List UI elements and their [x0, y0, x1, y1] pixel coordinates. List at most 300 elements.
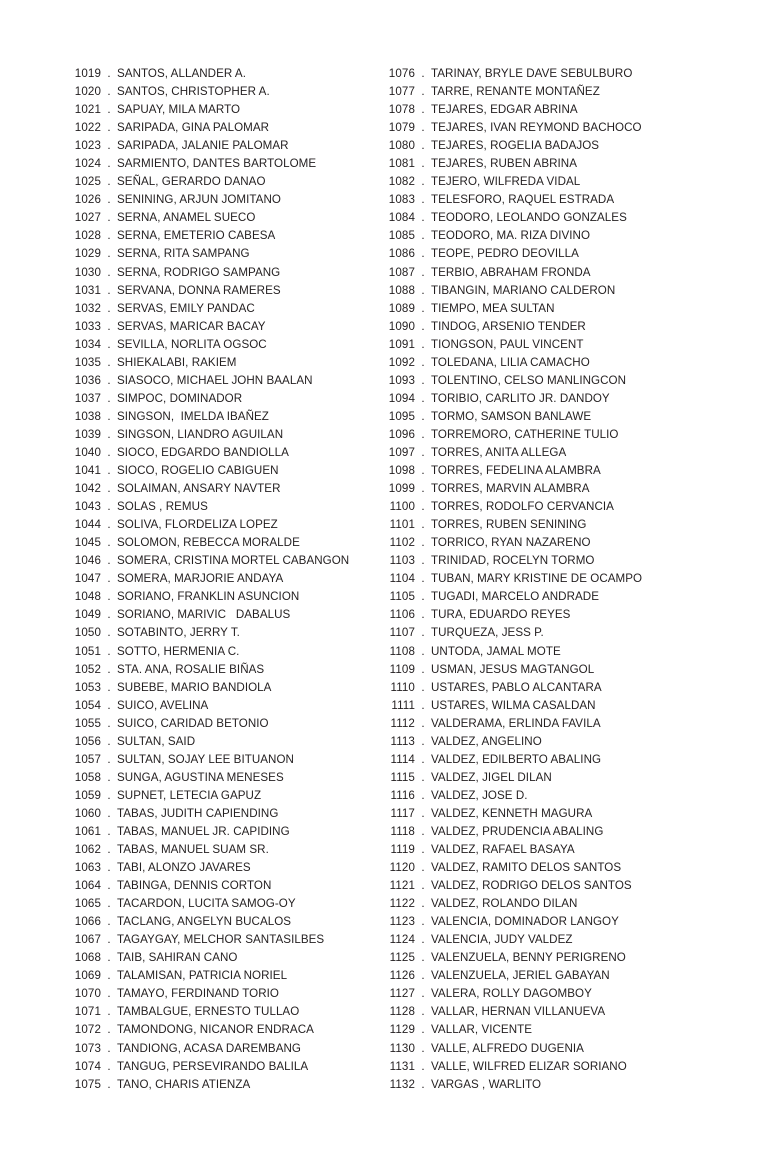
roster-entry-number: 1115 [390, 770, 415, 784]
roster-entry-name: USTARES, PABLO ALCANTARA [431, 680, 602, 694]
roster-entry-name: SERVANA, DONNA RAMERES [117, 283, 281, 297]
roster-entry [68, 588, 375, 606]
roster-entry-separator: . [421, 626, 425, 640]
roster-entry [382, 516, 689, 534]
roster-entry-separator: . [107, 518, 111, 532]
roster-entry [382, 985, 689, 1003]
roster-entry-name: SULTAN, SAID [117, 734, 196, 748]
roster-entry-name: TEODORO, MA. RIZA DIVINO [431, 229, 591, 243]
roster-column-right [382, 65, 689, 1094]
roster-entry-number: 1118 [390, 824, 415, 838]
roster-entry-separator: . [421, 139, 425, 153]
roster-entry [68, 823, 375, 841]
roster-entry-number: 1058 [74, 770, 101, 784]
roster-entry-name: VALDERAMA, ERLINDA FAVILA [431, 716, 601, 730]
roster-entry-name: TORMO, SAMSON BANLAWE [431, 409, 592, 423]
roster-entry-separator: . [421, 157, 425, 171]
roster-entry-separator: . [421, 445, 425, 459]
roster-entry-name: TURA, EDUARDO REYES [431, 608, 571, 622]
roster-entry-name: STA. ANA, ROSALIE BIÑAS [117, 662, 265, 676]
roster-entry [68, 372, 375, 390]
roster-entry-separator: . [421, 861, 425, 875]
roster-entry-number: 1064 [74, 879, 101, 893]
roster-entry [382, 498, 689, 516]
roster-entry-number: 1087 [388, 265, 415, 279]
roster-entry [68, 841, 375, 859]
roster-entry-separator: . [421, 373, 425, 387]
roster-entry-number: 1059 [74, 788, 101, 802]
roster-entry [382, 480, 689, 498]
roster-entry [68, 173, 375, 191]
roster-entry-separator: . [107, 1005, 111, 1019]
roster-entry [68, 83, 375, 101]
roster-entry [382, 155, 689, 173]
roster-entry-name: SHIEKALABI, RAKIEM [117, 355, 237, 369]
roster-entry-separator: . [421, 337, 425, 351]
roster-entry-number: 1056 [74, 734, 101, 748]
roster-entry-number: 1121 [389, 879, 415, 893]
roster-entry-separator: . [421, 734, 425, 748]
roster-entry-name: VALLAR, HERNAN VILLANUEVA [431, 1005, 606, 1019]
roster-entry-number: 1022 [74, 121, 101, 135]
roster-entry-name: VALLE, WILFRED ELIZAR SORIANO [431, 1059, 627, 1073]
roster-entry-number: 1125 [389, 951, 415, 965]
roster-entry-name: TABAS, MANUEL JR. CAPIDING [117, 824, 290, 838]
roster-entry [68, 444, 375, 462]
roster-entry [68, 1040, 375, 1058]
roster-entry-separator: . [107, 445, 111, 459]
roster-entry [68, 209, 375, 227]
roster-entry-number: 1113 [390, 734, 415, 748]
roster-entry [382, 426, 689, 444]
roster-entry-separator: . [421, 608, 425, 622]
roster-entry-separator: . [421, 951, 425, 965]
roster-entry-name: VALLE, ALFREDO DUGENIA [431, 1041, 584, 1055]
roster-entry-name: VALERA, ROLLY DAGOMBOY [431, 987, 592, 1001]
roster-entry-name: SUBEBE, MARIO BANDIOLA [117, 680, 272, 694]
roster-entry-separator: . [107, 337, 111, 351]
roster-entry-name: TACARDON, LUCITA SAMOG-OY [117, 897, 296, 911]
roster-entry [382, 444, 689, 462]
roster-entry-name: SERNA, ANAMEL SUECO [117, 211, 256, 225]
roster-entry-number: 1105 [389, 590, 415, 604]
roster-entry-name: SULTAN, SOJAY LEE BITUANON [117, 752, 294, 766]
roster-entry-number: 1042 [74, 482, 101, 496]
roster-entry [382, 534, 689, 552]
roster-entry-separator: . [107, 85, 111, 99]
roster-entry-separator: . [421, 427, 425, 441]
roster-entry-number: 1119 [390, 843, 415, 857]
roster-entry [382, 408, 689, 426]
roster-entry-number: 1076 [388, 67, 415, 80]
roster-entry-number: 1028 [74, 229, 101, 243]
roster-entry-separator: . [421, 518, 425, 532]
roster-entry-number: 1095 [388, 409, 415, 423]
roster-entry-name: VALDEZ, RODRIGO DELOS SANTOS [431, 879, 632, 893]
roster-entry [382, 931, 689, 949]
roster-entry [68, 643, 375, 661]
roster-entry-name: SINGSON, IMELDA IBAÑEZ [117, 409, 269, 423]
roster-entry [68, 570, 375, 588]
roster-entry-name: SARIPADA, JALANIE PALOMAR [117, 139, 289, 153]
roster-entry-name: TAGAYGAY, MELCHOR SANTASILBES [117, 933, 325, 947]
roster-entry-number: 1063 [74, 861, 101, 875]
roster-entry-separator: . [421, 247, 425, 261]
roster-entry-number: 1128 [389, 1005, 415, 1019]
roster-entry-name: TEJERO, WILFREDA VIDAL [431, 175, 581, 189]
roster-entry-number: 1023 [74, 139, 101, 153]
roster-entry-number: 1110 [390, 680, 415, 694]
roster-entry-number: 1104 [389, 572, 415, 586]
roster-entry-separator: . [421, 193, 425, 207]
roster-entry-name: VALLAR, VICENTE [431, 1023, 533, 1037]
roster-entry-number: 1019 [74, 67, 101, 80]
roster-entry-separator: . [421, 698, 425, 712]
roster-entry-name: VALENZUELA, JERIEL GABAYAN [431, 969, 610, 983]
roster-entry [68, 498, 375, 516]
roster-entry-separator: . [421, 752, 425, 766]
roster-entry-name: VALDEZ, ROLANDO DILAN [431, 897, 578, 911]
roster-entry-number: 1131 [389, 1059, 415, 1073]
roster-entry-separator: . [107, 608, 111, 622]
roster-entry-separator: . [107, 662, 111, 676]
roster-entry [382, 949, 689, 967]
roster-entry-name: SORIANO, MARIVIC DABALUS [117, 608, 291, 622]
roster-entry-number: 1098 [388, 464, 415, 478]
roster-entry-number: 1031 [74, 283, 101, 297]
roster-entry-name: TRINIDAD, ROCELYN TORMO [431, 554, 595, 568]
roster-entry-separator: . [107, 229, 111, 243]
roster-entry [68, 462, 375, 480]
roster-entry [68, 1021, 375, 1039]
roster-entry [382, 751, 689, 769]
roster-entry-separator: . [421, 572, 425, 586]
roster-entry-name: TEJARES, RUBEN ABRINA [431, 157, 578, 171]
roster-entry [382, 137, 689, 155]
roster-entry-name: SOLAIMAN, ANSARY NAVTER [117, 482, 281, 496]
roster-entry-number: 1084 [388, 211, 415, 225]
roster-entry [68, 733, 375, 751]
roster-entry-separator: . [107, 103, 111, 117]
roster-entry [68, 697, 375, 715]
roster-entry [382, 679, 689, 697]
roster-entry-number: 1057 [74, 752, 101, 766]
roster-entry-separator: . [107, 915, 111, 929]
roster-entry [68, 264, 375, 282]
roster-entry-name: SOTABINTO, JERRY T. [117, 626, 240, 640]
roster-entry-separator: . [421, 464, 425, 478]
roster-entry-number: 1033 [74, 319, 101, 333]
roster-entry-number: 1103 [389, 554, 415, 568]
roster-entry-number: 1065 [74, 897, 101, 911]
roster-entry-separator: . [421, 1059, 425, 1073]
roster-entry-separator: . [107, 933, 111, 947]
roster-entry [382, 245, 689, 263]
roster-entry [382, 733, 689, 751]
roster-entry-name: SIMPOC, DOMINADOR [117, 391, 243, 405]
roster-entry-number: 1090 [388, 319, 415, 333]
roster-entry-separator: . [107, 879, 111, 893]
roster-entry-separator: . [421, 67, 425, 80]
roster-entry-separator: . [421, 283, 425, 297]
roster-entry-separator: . [421, 915, 425, 929]
roster-entry [382, 967, 689, 985]
roster-entry [382, 372, 689, 390]
roster-entry-name: TORRES, FEDELINA ALAMBRA [431, 464, 601, 478]
roster-entry-number: 1044 [74, 518, 101, 532]
roster-entry-name: TORRES, RODOLFO CERVANCIA [431, 500, 614, 514]
roster-entry [68, 877, 375, 895]
roster-entry-name: SINGSON, LIANDRO AGUILAN [117, 427, 284, 441]
roster-entry [382, 697, 689, 715]
roster-entry-separator: . [107, 752, 111, 766]
roster-entry-separator: . [107, 319, 111, 333]
roster-entry-name: TACLANG, ANGELYN BUCALOS [117, 915, 292, 929]
roster-entry-number: 1053 [74, 680, 101, 694]
roster-entry [68, 949, 375, 967]
roster-entry-separator: . [421, 788, 425, 802]
roster-entry-number: 1039 [74, 427, 101, 441]
roster-entry [382, 227, 689, 245]
roster-entry-name: SERVAS, EMILY PANDAC [117, 301, 255, 315]
roster-entry-name: TORRICO, RYAN NAZARENO [431, 536, 591, 550]
roster-entry-number: 1040 [74, 445, 101, 459]
roster-entry [68, 426, 375, 444]
roster-entry-separator: . [421, 879, 425, 893]
roster-entry-number: 1102 [389, 536, 415, 550]
roster-entry-name: SAPUAY, MILA MARTO [117, 103, 241, 117]
roster-entry-number: 1107 [389, 626, 415, 640]
roster-entry [68, 65, 375, 83]
roster-entry [68, 624, 375, 642]
roster-entry-number: 1117 [390, 806, 415, 820]
roster-entry [68, 967, 375, 985]
roster-entry-name: USTARES, WILMA CASALDAN [431, 698, 596, 712]
roster-entry-name: TALAMISAN, PATRICIA NORIEL [117, 969, 288, 983]
roster-entry-separator: . [107, 464, 111, 478]
roster-entry-name: TINDOG, ARSENIO TENDER [431, 319, 586, 333]
roster-entry-name: VALENZUELA, BENNY PERIGRENO [431, 951, 626, 965]
roster-entry-separator: . [421, 680, 425, 694]
roster-entry [382, 805, 689, 823]
roster-entry-name: TANO, CHARIS ATIENZA [117, 1077, 251, 1091]
roster-entry-number: 1101 [389, 518, 415, 532]
roster-entry [382, 300, 689, 318]
roster-entry-name: TABAS, JUDITH CAPIENDING [117, 806, 279, 820]
roster-entry-separator: . [421, 265, 425, 279]
roster-entry-number: 1055 [74, 716, 101, 730]
roster-entry [382, 390, 689, 408]
roster-entry-number: 1062 [74, 843, 101, 857]
roster-entry-number: 1085 [388, 229, 415, 243]
roster-entry-separator: . [107, 861, 111, 875]
roster-entry-separator: . [421, 482, 425, 496]
roster-entry [68, 1058, 375, 1076]
roster-entry-number: 1038 [74, 409, 101, 423]
roster-entry [382, 173, 689, 191]
roster-entry [382, 769, 689, 787]
roster-entry-number: 1048 [74, 590, 101, 604]
roster-entry-number: 1075 [74, 1077, 101, 1091]
roster-entry-separator: . [421, 355, 425, 369]
roster-entry-number: 1072 [74, 1023, 101, 1037]
roster-entry-number: 1030 [74, 265, 101, 279]
roster-entry-name: VALDEZ, PRUDENCIA ABALING [431, 824, 604, 838]
roster-entry-number: 1094 [388, 391, 415, 405]
roster-entry-name: TORRES, ANITA ALLEGA [431, 445, 567, 459]
roster-entry-number: 1083 [388, 193, 415, 207]
roster-entry-name: TIBANGIN, MARIANO CALDERON [431, 283, 616, 297]
roster-entry-separator: . [107, 409, 111, 423]
roster-entry-name: TIONGSON, PAUL VINCENT [431, 337, 584, 351]
roster-entry-number: 1108 [389, 644, 415, 658]
roster-entry-separator: . [421, 500, 425, 514]
roster-entry-separator: . [107, 1041, 111, 1055]
roster-entry-name: TURQUEZA, JESS P. [431, 626, 544, 640]
roster-entry-number: 1123 [389, 915, 415, 929]
roster-entry-separator: . [107, 644, 111, 658]
roster-entry-separator: . [421, 229, 425, 243]
roster-entry [382, 877, 689, 895]
roster-entry-name: TAMAYO, FERDINAND TORIO [117, 987, 279, 1001]
roster-entry-separator: . [421, 85, 425, 99]
roster-entry-name: TUGADI, MARCELO ANDRADE [431, 590, 599, 604]
roster-entry-separator: . [421, 409, 425, 423]
roster-entry [68, 191, 375, 209]
roster-entry-name: SOMERA, MARJORIE ANDAYA [117, 572, 284, 586]
roster-entry-separator: . [421, 843, 425, 857]
roster-entry-separator: . [421, 536, 425, 550]
roster-entry-number: 1021 [74, 103, 101, 117]
roster-entry-name: VALDEZ, RAMITO DELOS SANTOS [431, 861, 622, 875]
roster-entry-number: 1097 [388, 445, 415, 459]
roster-entry-number: 1037 [74, 391, 101, 405]
roster-entry-number: 1074 [74, 1059, 101, 1073]
roster-entry-number: 1092 [388, 355, 415, 369]
roster-entry-name: VALDEZ, RAFAEL BASAYA [431, 843, 575, 857]
roster-entry-separator: . [107, 987, 111, 1001]
roster-entry-number: 1116 [390, 788, 415, 802]
roster-entry-number: 1067 [74, 933, 101, 947]
roster-entry-separator: . [107, 951, 111, 965]
roster-entry-number: 1027 [74, 211, 101, 225]
roster-entry-name: TEJARES, EDGAR ABRINA [431, 103, 578, 117]
roster-entry-separator: . [107, 590, 111, 604]
roster-entry [68, 769, 375, 787]
roster-entry-name: TANGUG, PERSEVIRANDO BALILA [117, 1059, 309, 1073]
roster-entry-name: TEJARES, ROGELIA BADAJOS [431, 139, 600, 153]
roster-entry-name: SIASOCO, MICHAEL JOHN BAALAN [117, 373, 313, 387]
roster-entry-number: 1114 [390, 752, 415, 766]
roster-entry-separator: . [107, 211, 111, 225]
roster-entry-name: VALDEZ, JOSE D. [431, 788, 528, 802]
roster-entry-number: 1020 [74, 85, 101, 99]
roster-entry [382, 282, 689, 300]
roster-entry-separator: . [107, 626, 111, 640]
roster-entry [68, 408, 375, 426]
roster-entry-name: VALDEZ, JIGEL DILAN [431, 770, 552, 784]
roster-entry-separator: . [421, 770, 425, 784]
roster-entry-number: 1043 [74, 500, 101, 514]
roster-entry-name: VALENCIA, DOMINADOR LANGOY [431, 915, 619, 929]
roster-entry [382, 462, 689, 480]
roster-entry [68, 300, 375, 318]
roster-entry-number: 1047 [74, 572, 101, 586]
roster-entry-separator: . [421, 1005, 425, 1019]
roster-entry-name: SIOCO, ROGELIO CABIGUEN [117, 464, 279, 478]
roster-entry-number: 1112 [390, 716, 415, 730]
roster-entry-name: TABI, ALONZO JAVARES [117, 861, 251, 875]
roster-entry [382, 209, 689, 227]
roster-entry-separator: . [421, 121, 425, 135]
roster-entry-number: 1093 [388, 373, 415, 387]
roster-entry-name: SERNA, RODRIGO SAMPANG [117, 265, 281, 279]
roster-entry-number: 1077 [388, 85, 415, 99]
roster-entry-separator: . [107, 121, 111, 135]
roster-entry-separator: . [421, 933, 425, 947]
roster-entry-name: SUICO, AVELINA [117, 698, 209, 712]
roster-entry [382, 101, 689, 119]
roster-entry-number: 1120 [389, 861, 415, 875]
roster-entry-number: 1106 [389, 608, 415, 622]
roster-entry-name: TELESFORO, RAQUEL ESTRADA [431, 193, 615, 207]
roster-entry [382, 264, 689, 282]
roster-entry [68, 354, 375, 372]
roster-entry-number: 1036 [74, 373, 101, 387]
roster-entry-separator: . [107, 1077, 111, 1091]
roster-entry-separator: . [107, 572, 111, 586]
roster-entry-name: SOLOMON, REBECCA MORALDE [117, 536, 300, 550]
roster-entry-name: TAMBALGUE, ERNESTO TULLAO [117, 1005, 300, 1019]
roster-entry [382, 552, 689, 570]
roster-entry-separator: . [421, 644, 425, 658]
roster-entry-separator: . [421, 662, 425, 676]
roster-entry [382, 83, 689, 101]
roster-column-left [68, 65, 375, 1094]
roster-entry [382, 787, 689, 805]
roster-entry-number: 1054 [74, 698, 101, 712]
roster-entry-number: 1073 [74, 1041, 101, 1055]
roster-entry [382, 661, 689, 679]
roster-entry-name: TABAS, MANUEL SUAM SR. [117, 843, 269, 857]
roster-entry [68, 245, 375, 263]
roster-entry [382, 318, 689, 336]
roster-entry-name: SEVILLA, NORLITA OGSOC [117, 337, 267, 351]
roster-entry [382, 191, 689, 209]
roster-entry [68, 787, 375, 805]
roster-entry [382, 1058, 689, 1076]
roster-entry-name: TEOPE, PEDRO DEOVILLA [431, 247, 579, 261]
roster-entry-separator: . [421, 1041, 425, 1055]
roster-entry-number: 1126 [389, 969, 415, 983]
roster-entry-name: SANTOS, CHRISTOPHER A. [117, 85, 270, 99]
roster-entry-separator: . [107, 157, 111, 171]
roster-entry-name: SORIANO, FRANKLIN ASUNCION [117, 590, 300, 604]
roster-entry-name: SOLIVA, FLORDELIZA LOPEZ [117, 518, 278, 532]
roster-entry-separator: . [107, 391, 111, 405]
roster-entry-number: 1111 [391, 698, 415, 712]
roster-entry [68, 931, 375, 949]
roster-entry-name: SUPNET, LETECIA GAPUZ [117, 788, 262, 802]
roster-entry [382, 823, 689, 841]
roster-entry-number: 1070 [74, 987, 101, 1001]
roster-entry-separator: . [421, 103, 425, 117]
roster-entry-number: 1080 [388, 139, 415, 153]
roster-entry-separator: . [107, 824, 111, 838]
roster-entry-name: SARIPADA, GINA PALOMAR [117, 121, 270, 135]
roster-entry [382, 1040, 689, 1058]
roster-entry-separator: . [107, 554, 111, 568]
